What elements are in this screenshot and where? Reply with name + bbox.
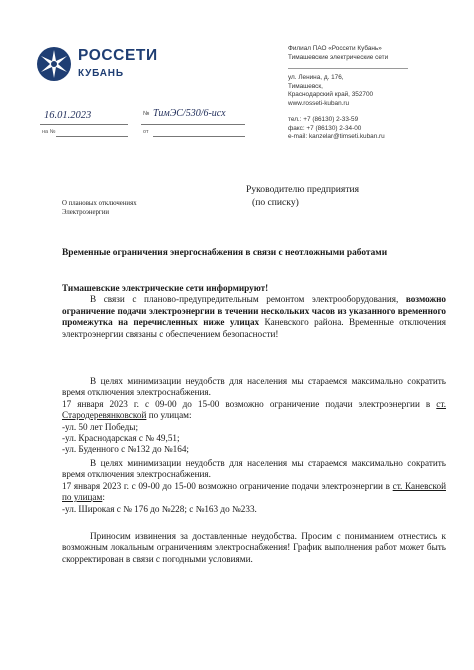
- closing-text: Приносим извинения за доставленные неудобства. Просим с пониманием отнестись к возможным локальным ограничениям электроснабжения! График выполнения работ может быть скорректирован в связи с погодными условиями.: [62, 531, 446, 564]
- street-item: -ул. Широкая с № 176 до №228; с №163 до №233.: [62, 503, 257, 514]
- rosseti-logo-icon: [36, 46, 72, 82]
- ref-date-label: от: [143, 129, 149, 135]
- addressee-line: (по списку): [252, 197, 299, 208]
- subject: [62, 199, 137, 217]
- intro-text-bold: возможно ограничение подачи электроэнергии в течении нескольких часов из указанного временного промежутка на перечисленных ниже улицах: [62, 294, 446, 328]
- ref-number-label: на №: [42, 129, 56, 135]
- notice-1-date: 17 января 2023 г. с 09-00 до 15-00 возможно ограничение подачи электроэнергии в: [62, 398, 437, 409]
- street-item: -ул. 50 лет Победы;: [62, 421, 139, 432]
- contact-line: тел.: +7 (86130) 2-33-59: [288, 116, 359, 123]
- ref-date-underline: [153, 136, 245, 137]
- street-item: -ул. Краснодарская с № 49,51;: [62, 433, 180, 444]
- addressee-line: Руководителю предприятия: [246, 184, 360, 195]
- brand-name: РОССЕТИ: [78, 47, 158, 64]
- notice-1-text: В целях минимизации неудобств для населения мы стараемся максимально сократить время отключения электроснабжения.: [62, 376, 446, 398]
- subject-line: О плановых отключениях: [62, 200, 137, 207]
- date-underline: [40, 124, 128, 125]
- address-line: www.rosseti-kuban.ru: [288, 99, 350, 107]
- intro-lead: Тимашевские электрические сети информируют!: [62, 283, 269, 293]
- letter-date: 16.01.2023: [44, 110, 92, 121]
- contact-line: e-mail: kanzelar@timseti.kuban.ru: [288, 133, 385, 141]
- paragraph-notice-1: [62, 376, 446, 456]
- document-title: Временные ограничения энергоснабжения в связи с неотложными работами: [62, 248, 388, 258]
- branch-info: [288, 45, 388, 62]
- branch-address: [288, 74, 373, 108]
- notice-2-place: ст. Каневской по улицам: [62, 480, 446, 503]
- notice-2-tail: :: [102, 492, 105, 503]
- brand-subtitle: КУБАНЬ: [78, 68, 124, 79]
- notice-1-place: ст. Стародеревянковской: [62, 398, 446, 421]
- intro-text-b: Каневского района. Временные отключения электроэнергии связаны с обеспечением безопасности!: [62, 317, 446, 339]
- subject-line: Электроэнергии: [62, 209, 109, 216]
- notice-2-date: 17 января 2023 г. с 09-00 до 15-00 возможно ограничение подачи электроэнергии в: [62, 480, 393, 491]
- branch-contacts: [288, 116, 385, 142]
- number-prefix: №: [143, 111, 150, 117]
- address-line: Тимашевск,: [288, 82, 323, 90]
- street-item: -ул. Буденного с №132 до №164;: [62, 444, 189, 455]
- notice-2-text: В целях минимизации неудобств для населения мы стараемся максимально сократить время отключения электроснабжения.: [62, 458, 446, 480]
- header-divider: [288, 68, 408, 69]
- letter-number: ТимЭС/530/6-исх: [153, 108, 226, 119]
- branch-line: Тимашевские электрические сети: [288, 53, 389, 61]
- address-line: Краснодарский край, 352700: [288, 91, 374, 99]
- address-line: ул. Ленина, д. 176,: [288, 74, 344, 81]
- contact-line: факс: +7 (86130) 2-34-00: [288, 124, 362, 132]
- intro-text-a: В связи с планово-предупредительным ремонтом электрооборудования,: [90, 294, 406, 305]
- addressee: [246, 183, 359, 209]
- branch-line: Филиал ПАО «Россети Кубань»: [288, 45, 382, 52]
- notice-1-tail: по улицам:: [146, 410, 192, 421]
- ref-number-underline: [56, 136, 128, 137]
- paragraph-intro: [62, 283, 446, 340]
- paragraph-notice-2: [62, 458, 446, 515]
- number-underline: [141, 124, 245, 125]
- paragraph-closing: [62, 531, 446, 565]
